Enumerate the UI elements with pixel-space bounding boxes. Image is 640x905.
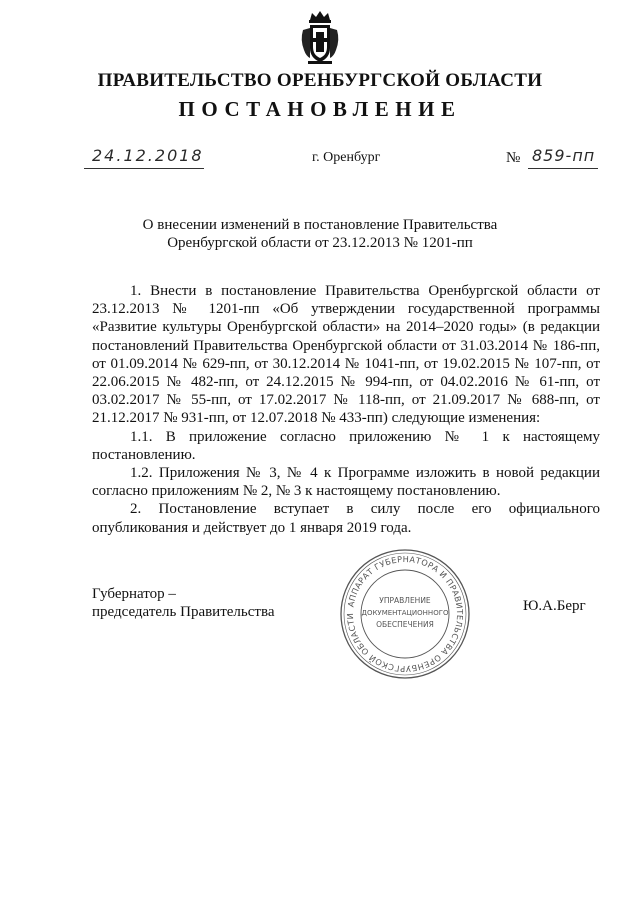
body-paragraph-1: 1. Внести в постановление Правительства Оренбургской области от 23.12.2013 № 1201-пп «Об утверждении государственной программы «Развитие культуры Оренбургской области» на 2014–2020 годы» (в редакции постановлений Правительства Оренбургской области от 31.03.2014 № 186-пп, от 01.09.2014 № 629-пп, от 30.12.2014 № 1041-пп, от 19.02.2015 № 107-пп, от 22.06.2015 № 482-пп, от 24.12.2015 № 994-пп, от 04.02.2016 № 61-пп, от 03.02.2017 № 55-пп, от 17.02.2017 № 118-пп, от 21.09.2017 № 688-пп, от 21.12.2017 № 931-пп, от 12.07.2018 № 433-пп) следующие изменения: bbox=[92, 283, 600, 427]
subject-line-2: Оренбургской области от 23.12.2013 № 1201-пп bbox=[167, 235, 473, 251]
document-type-title: ПОСТАНОВЛЕНИЕ bbox=[178, 97, 462, 121]
number-sign: № bbox=[506, 150, 521, 166]
signatory-name: Ю.А.Берг bbox=[523, 598, 586, 614]
body-paragraph-3: 1.2. Приложения № 3, № 4 к Программе изложить в новой редакции согласно приложениям № 2, № 3 к настоящему постановлению. bbox=[92, 465, 600, 500]
government-title: ПРАВИТЕЛЬСТВО ОРЕНБУРГСКОЙ ОБЛАСТИ bbox=[97, 70, 543, 91]
signatory-title-line-1: Губернатор – bbox=[92, 586, 176, 602]
subject-line-1: О внесении изменений в постановление Правительства bbox=[142, 217, 498, 233]
seal-ring-text: АППАРАТ ГУБЕРНАТОРА И ПРАВИТЕЛЬСТВА ОРЕНБУРГСКОЙ ОБЛАСТИ bbox=[344, 553, 466, 675]
seal-line-1: УПРАВЛЕНИЕ bbox=[379, 596, 431, 605]
document-date: 24.12.2018 bbox=[92, 146, 204, 165]
official-seal-icon bbox=[338, 547, 472, 681]
document-number: 859-пп bbox=[532, 146, 596, 165]
body-paragraph-4: 2. Постановление вступает в силу после его официального опубликования и действует до 1 января 2019 года. bbox=[92, 501, 600, 536]
date-underline bbox=[84, 168, 204, 169]
seal-line-2: ДОКУМЕНТАЦИОННОГО bbox=[361, 609, 449, 617]
body-paragraph-2: 1.1. В приложение согласно приложению № 1 к настоящему постановлению. bbox=[92, 428, 600, 463]
document-body bbox=[92, 282, 600, 537]
signatory-title-line-2: председатель Правительства bbox=[92, 604, 275, 620]
document-city: г. Оренбург bbox=[312, 150, 381, 165]
seal-line-3: ОБЕСПЕЧЕНИЯ bbox=[376, 620, 434, 629]
number-underline bbox=[528, 168, 598, 169]
coat-of-arms-icon bbox=[300, 10, 340, 66]
